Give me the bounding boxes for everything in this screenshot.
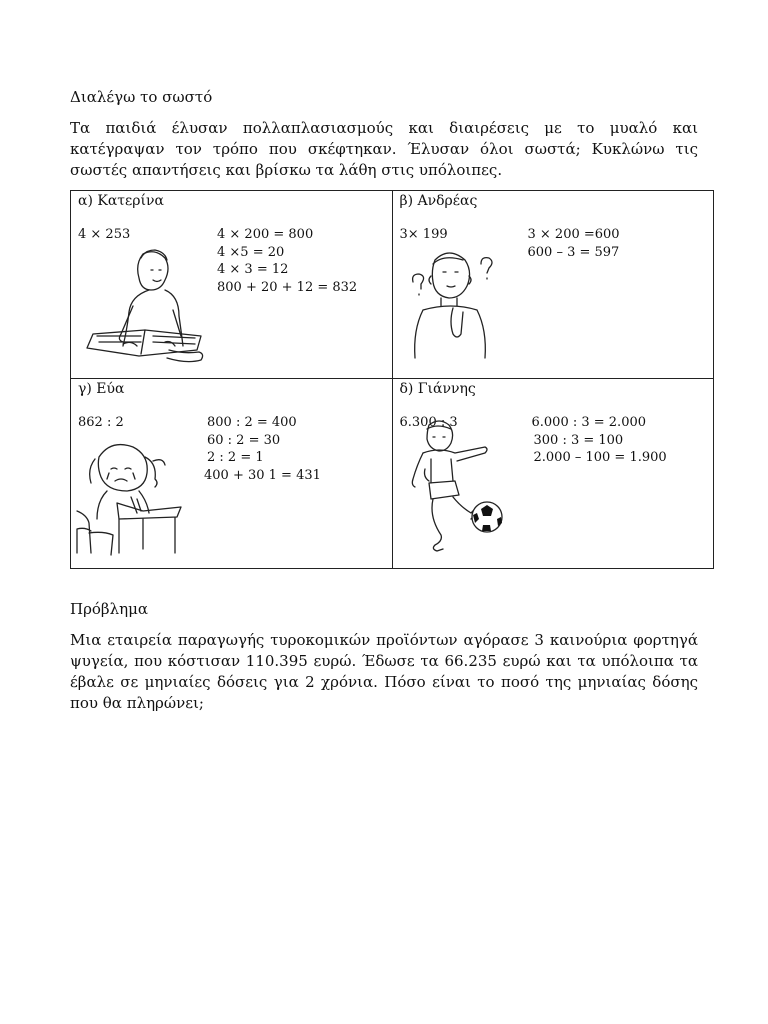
cell-title: β) Ανδρέας — [399, 193, 478, 209]
cell-problem: 862 : 2 — [78, 415, 124, 430]
solution-step: 2 : 2 = 1 — [207, 450, 264, 465]
exercise-cell-b — [392, 191, 714, 379]
cell-title: α) Κατερίνα — [78, 193, 164, 209]
soccer-ball-icon — [472, 502, 502, 532]
solution-steps — [217, 226, 357, 296]
cell-problem: 6.300 : 3 — [399, 415, 458, 430]
solution-steps — [532, 414, 667, 467]
cell-problem: 3× 199 — [399, 227, 448, 242]
solution-step: 4 ×5 = 20 — [217, 244, 285, 260]
intro-paragraph: Τα παιδιά έλυσαν πολλαπλασιασμούς και διαιρέσεις με το μυαλό και κατέγραψαν τον τρόπο που σκέφτηκαν. Έλυσαν όλοι σωστά; Κυκλώνω τις σωστές απαντήσεις και βρίσκω τα λάθη στις υπόλοιπες. — [70, 119, 698, 179]
cell-title: γ) Εύα — [78, 381, 125, 397]
solution-step: 3 × 200 =600 — [527, 227, 620, 242]
exercise-cell-d — [392, 379, 714, 569]
girl-reading-book-icon — [73, 246, 208, 368]
exercise-grid — [70, 190, 714, 569]
exercise-cell-c — [71, 379, 393, 569]
solution-step: 400 + 30 1 = 431 — [204, 467, 321, 483]
boy-thinking-icon — [403, 246, 518, 361]
solution-step: 600 – 3 = 597 — [527, 244, 620, 260]
solution-steps — [204, 414, 321, 484]
girl-writing-at-desk-icon — [73, 437, 191, 557]
page-heading: Διαλέγω το σωστό — [70, 88, 213, 106]
problem-paragraph: Μια εταιρεία παραγωγής τυροκομικών προϊόντων αγόρασε 3 καινούρια φορτηγά ψυγεία, που κόστισαν 110.395 ευρώ. Έδωσε τα 66.235 ευρώ και τα υπόλοιπα τα έβαλε σε μηνιαίες δόσεις για 2 χρόνια. Πόσο είναι το ποσό της μηνιαίας δόσης που θα πληρώνει; — [70, 631, 698, 712]
solution-step: 2.000 – 100 = 1.900 — [533, 450, 667, 465]
cell-title: δ) Γιάννης — [399, 381, 476, 397]
solution-step: 4 × 200 = 800 — [217, 227, 314, 242]
problem-heading: Πρόβλημα — [70, 600, 148, 618]
solution-step: 300 : 3 = 100 — [533, 432, 624, 448]
solution-step: 4 × 3 = 12 — [217, 262, 289, 277]
solution-steps — [528, 226, 620, 261]
solution-step: 60 : 2 = 30 — [207, 432, 281, 448]
cell-problem: 4 × 253 — [78, 227, 131, 242]
boy-kicking-ball-icon — [401, 419, 509, 559]
solution-step: 800 : 2 = 400 — [207, 415, 297, 430]
exercise-cell-a — [71, 191, 393, 379]
solution-step: 800 + 20 + 12 = 832 — [217, 279, 358, 295]
solution-step: 6.000 : 3 = 2.000 — [531, 415, 647, 430]
